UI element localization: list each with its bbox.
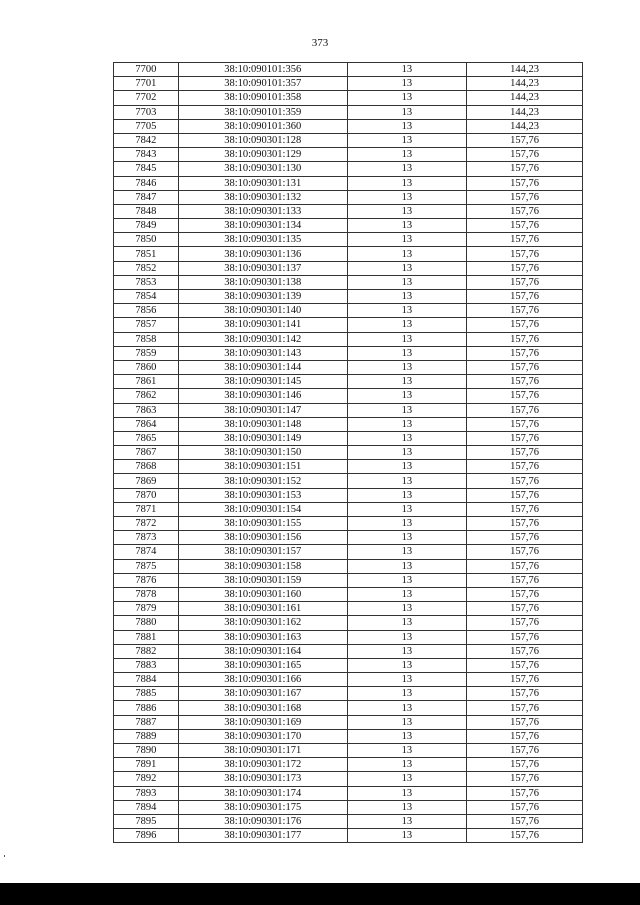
row-number-cell: 7870 [114, 488, 179, 502]
row-number-cell: 7894 [114, 800, 179, 814]
amount-cell: 157,76 [467, 644, 583, 658]
cadastral-number-cell: 38:10:090301:163 [178, 630, 347, 644]
row-number-cell: 7876 [114, 573, 179, 587]
table-row [114, 658, 583, 672]
row-number-cell: 7862 [114, 389, 179, 403]
value-cell: 13 [347, 559, 467, 573]
cadastral-number-cell: 38:10:090301:177 [178, 829, 347, 843]
row-number-cell: 7863 [114, 403, 179, 417]
table-row [114, 304, 583, 318]
table-row [114, 360, 583, 374]
row-number-cell: 7843 [114, 148, 179, 162]
cadastral-number-cell: 38:10:090301:135 [178, 233, 347, 247]
table-row [114, 190, 583, 204]
amount-cell: 157,76 [467, 701, 583, 715]
cadastral-number-cell: 38:10:090301:156 [178, 531, 347, 545]
amount-cell: 157,76 [467, 219, 583, 233]
cadastral-number-cell: 38:10:090301:158 [178, 559, 347, 573]
table-row [114, 431, 583, 445]
value-cell: 13 [347, 446, 467, 460]
amount-cell: 157,76 [467, 275, 583, 289]
table-row [114, 573, 583, 587]
table-row [114, 800, 583, 814]
cadastral-number-cell: 38:10:090101:359 [178, 105, 347, 119]
amount-cell: 157,76 [467, 488, 583, 502]
table-row [114, 403, 583, 417]
amount-cell: 157,76 [467, 814, 583, 828]
table-row [114, 247, 583, 261]
amount-cell: 157,76 [467, 247, 583, 261]
row-number-cell: 7885 [114, 687, 179, 701]
row-number-cell: 7860 [114, 360, 179, 374]
value-cell: 13 [347, 502, 467, 516]
table-row [114, 644, 583, 658]
row-number-cell: 7842 [114, 133, 179, 147]
row-number-cell: 7854 [114, 290, 179, 304]
cadastral-number-cell: 38:10:090301:146 [178, 389, 347, 403]
cadastral-number-cell: 38:10:090301:153 [178, 488, 347, 502]
amount-cell: 157,76 [467, 673, 583, 687]
row-number-cell: 7868 [114, 460, 179, 474]
cadastral-number-cell: 38:10:090301:133 [178, 204, 347, 218]
value-cell: 13 [347, 687, 467, 701]
amount-cell: 157,76 [467, 446, 583, 460]
row-number-cell: 7846 [114, 176, 179, 190]
row-number-cell: 7879 [114, 602, 179, 616]
row-number-cell: 7886 [114, 701, 179, 715]
amount-cell: 157,76 [467, 431, 583, 445]
cadastral-number-cell: 38:10:090301:132 [178, 190, 347, 204]
scan-speck [4, 855, 5, 857]
table-row [114, 91, 583, 105]
table-row [114, 545, 583, 559]
value-cell: 13 [347, 247, 467, 261]
table-row [114, 389, 583, 403]
table-row [114, 616, 583, 630]
cadastral-number-cell: 38:10:090101:356 [178, 63, 347, 77]
value-cell: 13 [347, 715, 467, 729]
value-cell: 13 [347, 332, 467, 346]
value-cell: 13 [347, 389, 467, 403]
row-number-cell: 7875 [114, 559, 179, 573]
cadastral-number-cell: 38:10:090301:173 [178, 772, 347, 786]
value-cell: 13 [347, 148, 467, 162]
amount-cell: 144,23 [467, 119, 583, 133]
amount-cell: 157,76 [467, 162, 583, 176]
cadastral-number-cell: 38:10:090301:149 [178, 431, 347, 445]
cadastral-number-cell: 38:10:090301:170 [178, 729, 347, 743]
value-cell: 13 [347, 233, 467, 247]
value-cell: 13 [347, 573, 467, 587]
table-row [114, 375, 583, 389]
table-row [114, 105, 583, 119]
value-cell: 13 [347, 360, 467, 374]
amount-cell: 157,76 [467, 800, 583, 814]
cadastral-number-cell: 38:10:090101:358 [178, 91, 347, 105]
table-row [114, 744, 583, 758]
table-row [114, 162, 583, 176]
table-row [114, 204, 583, 218]
amount-cell: 157,76 [467, 261, 583, 275]
cadastral-number-cell: 38:10:090301:175 [178, 800, 347, 814]
table-row [114, 148, 583, 162]
row-number-cell: 7847 [114, 190, 179, 204]
table-row [114, 488, 583, 502]
value-cell: 13 [347, 162, 467, 176]
amount-cell: 144,23 [467, 91, 583, 105]
amount-cell: 144,23 [467, 63, 583, 77]
page-number: 373 [311, 37, 329, 49]
table-row [114, 63, 583, 77]
table-body [114, 63, 583, 843]
amount-cell: 157,76 [467, 460, 583, 474]
row-number-cell: 7896 [114, 829, 179, 843]
cadastral-number-cell: 38:10:090301:151 [178, 460, 347, 474]
value-cell: 13 [347, 658, 467, 672]
table-row [114, 829, 583, 843]
amount-cell: 157,76 [467, 573, 583, 587]
row-number-cell: 7872 [114, 517, 179, 531]
value-cell: 13 [347, 275, 467, 289]
table-row [114, 701, 583, 715]
value-cell: 13 [347, 219, 467, 233]
row-number-cell: 7857 [114, 318, 179, 332]
row-number-cell: 7703 [114, 105, 179, 119]
amount-cell: 157,76 [467, 502, 583, 516]
value-cell: 13 [347, 133, 467, 147]
value-cell: 13 [347, 786, 467, 800]
value-cell: 13 [347, 814, 467, 828]
table-row [114, 346, 583, 360]
amount-cell: 157,76 [467, 658, 583, 672]
row-number-cell: 7845 [114, 162, 179, 176]
cadastral-number-cell: 38:10:090301:162 [178, 616, 347, 630]
value-cell: 13 [347, 261, 467, 275]
value-cell: 13 [347, 758, 467, 772]
row-number-cell: 7861 [114, 375, 179, 389]
table-row [114, 219, 583, 233]
value-cell: 13 [347, 375, 467, 389]
cadastral-number-cell: 38:10:090301:167 [178, 687, 347, 701]
table-row [114, 460, 583, 474]
value-cell: 13 [347, 403, 467, 417]
cadastral-number-cell: 38:10:090301:145 [178, 375, 347, 389]
value-cell: 13 [347, 290, 467, 304]
cadastral-number-cell: 38:10:090301:160 [178, 587, 347, 601]
value-cell: 13 [347, 105, 467, 119]
row-number-cell: 7848 [114, 204, 179, 218]
cadastral-number-cell: 38:10:090301:136 [178, 247, 347, 261]
amount-cell: 157,76 [467, 545, 583, 559]
amount-cell: 157,76 [467, 687, 583, 701]
cadastral-number-cell: 38:10:090301:138 [178, 275, 347, 289]
row-number-cell: 7891 [114, 758, 179, 772]
cadastral-number-cell: 38:10:090301:164 [178, 644, 347, 658]
amount-cell: 157,76 [467, 616, 583, 630]
table-row [114, 602, 583, 616]
value-cell: 13 [347, 829, 467, 843]
cadastral-number-cell: 38:10:090301:129 [178, 148, 347, 162]
value-cell: 13 [347, 772, 467, 786]
table-row [114, 332, 583, 346]
row-number-cell: 7865 [114, 431, 179, 445]
table-row [114, 559, 583, 573]
value-cell: 13 [347, 91, 467, 105]
amount-cell: 157,76 [467, 829, 583, 843]
row-number-cell: 7858 [114, 332, 179, 346]
amount-cell: 157,76 [467, 772, 583, 786]
row-number-cell: 7893 [114, 786, 179, 800]
value-cell: 13 [347, 602, 467, 616]
cadastral-number-cell: 38:10:090301:157 [178, 545, 347, 559]
row-number-cell: 7705 [114, 119, 179, 133]
table-row [114, 517, 583, 531]
cadastral-number-cell: 38:10:090301:168 [178, 701, 347, 715]
amount-cell: 157,76 [467, 474, 583, 488]
amount-cell: 157,76 [467, 318, 583, 332]
amount-cell: 157,76 [467, 729, 583, 743]
value-cell: 13 [347, 800, 467, 814]
value-cell: 13 [347, 346, 467, 360]
cadastral-number-cell: 38:10:090301:139 [178, 290, 347, 304]
amount-cell: 157,76 [467, 375, 583, 389]
table-row [114, 630, 583, 644]
value-cell: 13 [347, 63, 467, 77]
row-number-cell: 7702 [114, 91, 179, 105]
value-cell: 13 [347, 119, 467, 133]
row-number-cell: 7892 [114, 772, 179, 786]
value-cell: 13 [347, 545, 467, 559]
cadastral-number-cell: 38:10:090301:141 [178, 318, 347, 332]
row-number-cell: 7869 [114, 474, 179, 488]
amount-cell: 157,76 [467, 403, 583, 417]
value-cell: 13 [347, 204, 467, 218]
row-number-cell: 7880 [114, 616, 179, 630]
cadastral-number-cell: 38:10:090301:155 [178, 517, 347, 531]
value-cell: 13 [347, 417, 467, 431]
table-row [114, 176, 583, 190]
amount-cell: 157,76 [467, 346, 583, 360]
value-cell: 13 [347, 616, 467, 630]
cadastral-number-cell: 38:10:090301:148 [178, 417, 347, 431]
table-row [114, 502, 583, 516]
cadastral-number-cell: 38:10:090301:134 [178, 219, 347, 233]
table-row [114, 77, 583, 91]
table-row [114, 531, 583, 545]
row-number-cell: 7864 [114, 417, 179, 431]
amount-cell: 157,76 [467, 133, 583, 147]
cadastral-number-cell: 38:10:090301:174 [178, 786, 347, 800]
row-number-cell: 7853 [114, 275, 179, 289]
cadastral-number-cell: 38:10:090301:172 [178, 758, 347, 772]
amount-cell: 157,76 [467, 360, 583, 374]
amount-cell: 157,76 [467, 148, 583, 162]
table-row [114, 233, 583, 247]
cadastral-number-cell: 38:10:090301:137 [178, 261, 347, 275]
row-number-cell: 7871 [114, 502, 179, 516]
value-cell: 13 [347, 701, 467, 715]
value-cell: 13 [347, 531, 467, 545]
table-row [114, 587, 583, 601]
cadastral-number-cell: 38:10:090301:131 [178, 176, 347, 190]
table-row [114, 417, 583, 431]
table-row [114, 786, 583, 800]
cadastral-number-cell: 38:10:090301:152 [178, 474, 347, 488]
amount-cell: 157,76 [467, 602, 583, 616]
row-number-cell: 7700 [114, 63, 179, 77]
table-row [114, 119, 583, 133]
cadastral-number-cell: 38:10:090301:166 [178, 673, 347, 687]
row-number-cell: 7873 [114, 531, 179, 545]
row-number-cell: 7884 [114, 673, 179, 687]
amount-cell: 157,76 [467, 715, 583, 729]
table-row [114, 290, 583, 304]
table-row [114, 261, 583, 275]
row-number-cell: 7883 [114, 658, 179, 672]
value-cell: 13 [347, 587, 467, 601]
cadastral-number-cell: 38:10:090301:144 [178, 360, 347, 374]
row-number-cell: 7878 [114, 587, 179, 601]
row-number-cell: 7887 [114, 715, 179, 729]
cadastral-number-cell: 38:10:090301:159 [178, 573, 347, 587]
scan-bottom-edge [0, 883, 640, 905]
row-number-cell: 7867 [114, 446, 179, 460]
amount-cell: 157,76 [467, 233, 583, 247]
value-cell: 13 [347, 304, 467, 318]
value-cell: 13 [347, 190, 467, 204]
value-cell: 13 [347, 431, 467, 445]
cadastral-number-cell: 38:10:090301:142 [178, 332, 347, 346]
row-number-cell: 7889 [114, 729, 179, 743]
amount-cell: 157,76 [467, 587, 583, 601]
table-row [114, 772, 583, 786]
cadastral-number-cell: 38:10:090301:143 [178, 346, 347, 360]
table-row [114, 758, 583, 772]
cadastral-number-cell: 38:10:090101:360 [178, 119, 347, 133]
table-row [114, 687, 583, 701]
row-number-cell: 7851 [114, 247, 179, 261]
value-cell: 13 [347, 77, 467, 91]
row-number-cell: 7890 [114, 744, 179, 758]
land-plot-table [113, 62, 583, 843]
cadastral-number-cell: 38:10:090301:140 [178, 304, 347, 318]
table-row [114, 715, 583, 729]
amount-cell: 157,76 [467, 744, 583, 758]
table-row [114, 318, 583, 332]
amount-cell: 157,76 [467, 176, 583, 190]
row-number-cell: 7859 [114, 346, 179, 360]
amount-cell: 157,76 [467, 517, 583, 531]
amount-cell: 157,76 [467, 290, 583, 304]
value-cell: 13 [347, 460, 467, 474]
row-number-cell: 7850 [114, 233, 179, 247]
amount-cell: 157,76 [467, 304, 583, 318]
value-cell: 13 [347, 488, 467, 502]
value-cell: 13 [347, 318, 467, 332]
amount-cell: 157,76 [467, 758, 583, 772]
amount-cell: 157,76 [467, 332, 583, 346]
value-cell: 13 [347, 630, 467, 644]
table-row [114, 814, 583, 828]
amount-cell: 157,76 [467, 786, 583, 800]
cadastral-number-cell: 38:10:090301:176 [178, 814, 347, 828]
row-number-cell: 7852 [114, 261, 179, 275]
cadastral-number-cell: 38:10:090301:169 [178, 715, 347, 729]
value-cell: 13 [347, 474, 467, 488]
amount-cell: 157,76 [467, 417, 583, 431]
cadastral-number-cell: 38:10:090301:165 [178, 658, 347, 672]
value-cell: 13 [347, 644, 467, 658]
cadastral-number-cell: 38:10:090301:171 [178, 744, 347, 758]
value-cell: 13 [347, 729, 467, 743]
cadastral-number-cell: 38:10:090101:357 [178, 77, 347, 91]
cadastral-number-cell: 38:10:090301:130 [178, 162, 347, 176]
row-number-cell: 7701 [114, 77, 179, 91]
table-row [114, 446, 583, 460]
cadastral-number-cell: 38:10:090301:128 [178, 133, 347, 147]
amount-cell: 157,76 [467, 630, 583, 644]
row-number-cell: 7882 [114, 644, 179, 658]
row-number-cell: 7874 [114, 545, 179, 559]
amount-cell: 144,23 [467, 77, 583, 91]
amount-cell: 157,76 [467, 204, 583, 218]
cadastral-number-cell: 38:10:090301:154 [178, 502, 347, 516]
row-number-cell: 7849 [114, 219, 179, 233]
cadastral-number-cell: 38:10:090301:161 [178, 602, 347, 616]
row-number-cell: 7895 [114, 814, 179, 828]
table-row [114, 729, 583, 743]
table-row [114, 275, 583, 289]
table-row [114, 474, 583, 488]
amount-cell: 157,76 [467, 531, 583, 545]
value-cell: 13 [347, 176, 467, 190]
table-row [114, 673, 583, 687]
row-number-cell: 7856 [114, 304, 179, 318]
value-cell: 13 [347, 517, 467, 531]
value-cell: 13 [347, 673, 467, 687]
row-number-cell: 7881 [114, 630, 179, 644]
amount-cell: 157,76 [467, 389, 583, 403]
table-row [114, 133, 583, 147]
value-cell: 13 [347, 744, 467, 758]
cadastral-number-cell: 38:10:090301:150 [178, 446, 347, 460]
amount-cell: 157,76 [467, 190, 583, 204]
amount-cell: 144,23 [467, 105, 583, 119]
cadastral-number-cell: 38:10:090301:147 [178, 403, 347, 417]
amount-cell: 157,76 [467, 559, 583, 573]
